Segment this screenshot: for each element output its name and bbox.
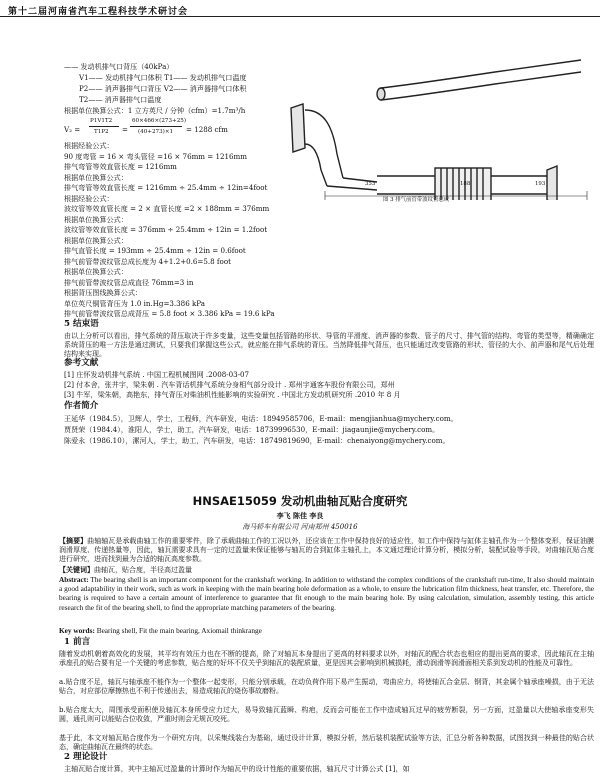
p2-line: P2—— 消声器排气口背压 V2—— 消声器排气口体积 [79, 84, 247, 93]
abstract-en-text: The bearing shell is an important component for the crankshaft working. In addition to withstand the complex conditions of the crankshaft run-time, It also should maintain a good adaptability in their work, such as work in keeping with the main bearing hole deformation as a whole, to ensure the lubrication film thickness, heat transfer, etc. Therefore, the bearing is required to have a certain amount of interference to guarantee that fit enough to the main bearing hole. By using calculation, simulation, assembly testing, this article research the fit of the bearing shell, to find the appropriate matching parameters of the bearing. [59, 575, 594, 612]
keywords-en-text: Bearing shell, Fit the main bearing, Axiomail thinkrange [96, 626, 262, 635]
t2-line: T2—— 消声器排气口温度 [79, 95, 162, 104]
theory-line: 主轴瓦贴合度计算，其中主轴瓦过盈量的计算时作为轴瓦中的设计性能的重要依据，轴瓦尺寸计算公式 [1]，如 [64, 764, 410, 773]
abstract-en [59, 575, 594, 612]
dimension-label: 353 [365, 181, 376, 187]
author-item: 贾贤荣（1984.4），淮阳人，学士，助工，汽车研发，电话：18739996530，E-mail：jiagaunjie@mychery.com。 [64, 425, 440, 434]
calc-line: 排气前管带波纹管总成长度为 4+1.2+0.6=5.8 foot [64, 256, 231, 266]
calc-line: 根据经验公式： [64, 193, 114, 203]
point-a: a.贴合度不足，轴瓦与轴承座不能作为一个整体一起变形，只能分别承载，在动负荷作用下易产生振动，弯曲应力，将使轴瓦合金层、钢背，其金属个轴承座噪损，由于无法贴合，对应部位摩擦热也不利于传递出去，易造成轴瓦的烧伤事故磨粉。 [59, 678, 594, 696]
closing-paragraph: 基于此，本文对轴瓦贴合度作为一个研究方向，以采集线装台为基础，通过设计计算，模拟分析，然后装机装配试验等方法，汇总分析各种数据，试图找到一种最佳的贴合状态，确定曲轴瓦在最终的状态。 [59, 734, 594, 752]
article-title: HNSAE15059 发动机曲轴瓦贴合度研究 [192, 494, 408, 508]
theory-heading: 2 理论设计 [64, 752, 108, 762]
calc-line: 排气弯管等效直管长度 = 1216mm ÷ 25.4mm ÷ 12in=4foot [64, 183, 268, 192]
article-affiliation: 海马轿车有限公司 河南郑州 450016 [242, 523, 358, 531]
abstract-cn [59, 536, 594, 565]
dimension-label: 188 [460, 181, 471, 187]
figure-caption: 图 3 排气前管带波纹管总成 [383, 197, 450, 203]
unit-conversion: 根据单位换算公式：1 立方英尺 / 分钟（cfm）=1.7m³/h [64, 106, 246, 115]
keywords-cn [59, 565, 594, 575]
calc-line: 单位英尺铜管背压为 1.0 in.Hg=3.386 kPa [64, 298, 205, 308]
calc-line: 排气前管带波纹管总成直径 76mm=3 in [64, 277, 194, 287]
formula-num1: P1V1T2 [90, 118, 113, 124]
calc-line: 根据单位换算公式： [64, 235, 128, 245]
conclusion-heading: 5 结束语 [64, 319, 99, 329]
keywords-en-label: Key words: [59, 626, 95, 635]
references-heading: 参考文献 [64, 358, 99, 368]
running-header: 第十二届河南省汽车工程科技学术研讨会 [8, 7, 189, 17]
formula-eq: = [122, 125, 128, 134]
abstract-cn-label: 【摘要】 [59, 536, 88, 545]
keywords-cn-label: 【关键词】 [59, 565, 94, 574]
reference-item: [3] 牛军，梁朱朝，高艳东，排气背压对柴油机性能影响的实验研究 . 中国北方发动机研究所 .2010 年 8 月 [64, 390, 401, 399]
formula-den2: (40+273)×1 [138, 129, 174, 135]
formula-bar1 [89, 126, 119, 127]
calc-line: 排气弯管等效直管长度 = 1216mm [64, 162, 177, 171]
keywords-cn-text: 曲轴瓦，贴合度，半径高过盈量 [94, 566, 192, 574]
calc-line: 排气直管长度 = 193mm ÷ 25.4mm ÷ 12in = 0.6foot [64, 246, 246, 255]
author-item: 王延华（1984.5），卫辉人，学士，工程师，汽车研发，电话：18949585706，E-mail：mengjianhua@mychery.com。 [64, 414, 458, 423]
calc-line: 根据单位换算公式： [64, 172, 128, 182]
calc-line: 波纹管等效直管长度 = 376mm ÷ 25.4mm ÷ 12in = 1.2foot [64, 225, 268, 234]
point-b: b.贴合度太大，周围承受面积使及轴瓦本身所受应力过大，易导致轴瓦蓝瞬、构疤，反而会可能在工作中造成轴瓦过早的疲劳断裂，另一方面，过盈量以大使轴承座变形失圆，通孔则可以能贴合位收敛，严重时则会无规瓦咬死。 [59, 706, 594, 724]
keywords-en [59, 626, 594, 635]
formula-bar2 [130, 126, 182, 127]
formula-lhs: V₂ = [64, 125, 81, 134]
preface-heading: 1 前言 [64, 637, 91, 647]
author-info-heading: 作者简介 [64, 401, 99, 411]
calc-line: 根据单位换算公式： [64, 267, 128, 276]
formula-den1: T1P2 [94, 129, 109, 135]
reference-item: [2] 付本舍，张井宇，梁朱朝 . 汽车背话机排气系统分身相气部分设计 . 郑州宇通客车股份有限公司，郑州 [64, 380, 395, 389]
exhaust-pipe-figure [285, 48, 595, 200]
calc-line: 根据单位换算公式： [64, 214, 128, 224]
sound-pressure-line: —— 发动机排气口背压（40kPa） [64, 62, 174, 71]
calc-line: 波纹管等效直管长度 = 2 × 直管长度 =2 × 188mm = 376mm [64, 204, 270, 213]
calc-line: 90 度弯管 = 16 × 弯头管径 =16 × 76mm = 1216mm [64, 151, 247, 161]
abstract-en-label: Abstract: [59, 575, 89, 584]
conclusion-body: 由以上分析可以看出，排气系统的背压取决于许多变量，这些变量包括管路的形状、导管的平滑度、消声器的参数、管子的尺寸、排气管的结构、弯管的类型等，精确确定系统背压的唯一方法是通过测试，只要我们掌握这些公式，就应能在排气系统的背压。当然降低排气背压，也只能通过改变管路的形状、管径的大小、前声器和尾气后处理结构来实现。 [64, 332, 594, 359]
v1-line: V1—— 发动机排气口体积 T1—— 发动机排气口温度 [79, 73, 247, 82]
formula-num2: 60×466×(273+25) [132, 118, 187, 124]
reference-item: [1] 庄怀发动机排气系统 . 中国工程机械图网 .2008-03-07 [64, 370, 250, 379]
dimension-label: 193 [535, 181, 546, 187]
formula-result: = 1288 cfm [186, 125, 228, 134]
calc-line: 根据背压图线换算公式： [64, 288, 143, 297]
calc-line: 排气前管带波纹管总成背压 = 5.8 foot × 3.386 kPa = 19.6 kPa [64, 309, 275, 318]
abstract-cn-text: 曲轴轴瓦是承载曲轴工作的重要零件，除了承载曲轴工作的工况以外，还应该在工作中保持良好的适应性，如工作中保持与缸体主轴孔作为一个整体变形，保证油膜润滑厚度、传递热量等，因此，轴瓦需要求具有一定的过盈量来保证能够与轴瓦的合到缸体主轴孔上，本文通过理论计算分析，模拟分析，装配试验等手段，对曲轴瓦贴合度进行研究，进而找到最为合适的轴瓦高度参数。 [59, 537, 595, 564]
calc-line: 根据经验公式： [64, 141, 114, 150]
article-authors: 李飞 陈佳 李良 [276, 511, 324, 520]
preface-body: 随着发动机朝着高效化的发展，其平均有效压力也在不断的提高，除了对轴瓦本身提出了更高的材料要求以外，对轴瓦的配合状态也相应的提出更高的要求，因此轴瓦在主轴承座孔的贴合要有足一个关键的考虑参数，贴合度的好坏不仅关乎到轴瓦的装配质量，更是因其会影响到机械损耗，滑动润滑等润滑面相关系到发动机的性能及可靠性。 [59, 650, 594, 668]
author-item: 陈爱永（1986.10），漯河人，学士，助工，汽车研发，电话：18749819690，E-mail：chenaiyong@mychery.com。 [64, 436, 450, 445]
header-rule [0, 16, 600, 17]
